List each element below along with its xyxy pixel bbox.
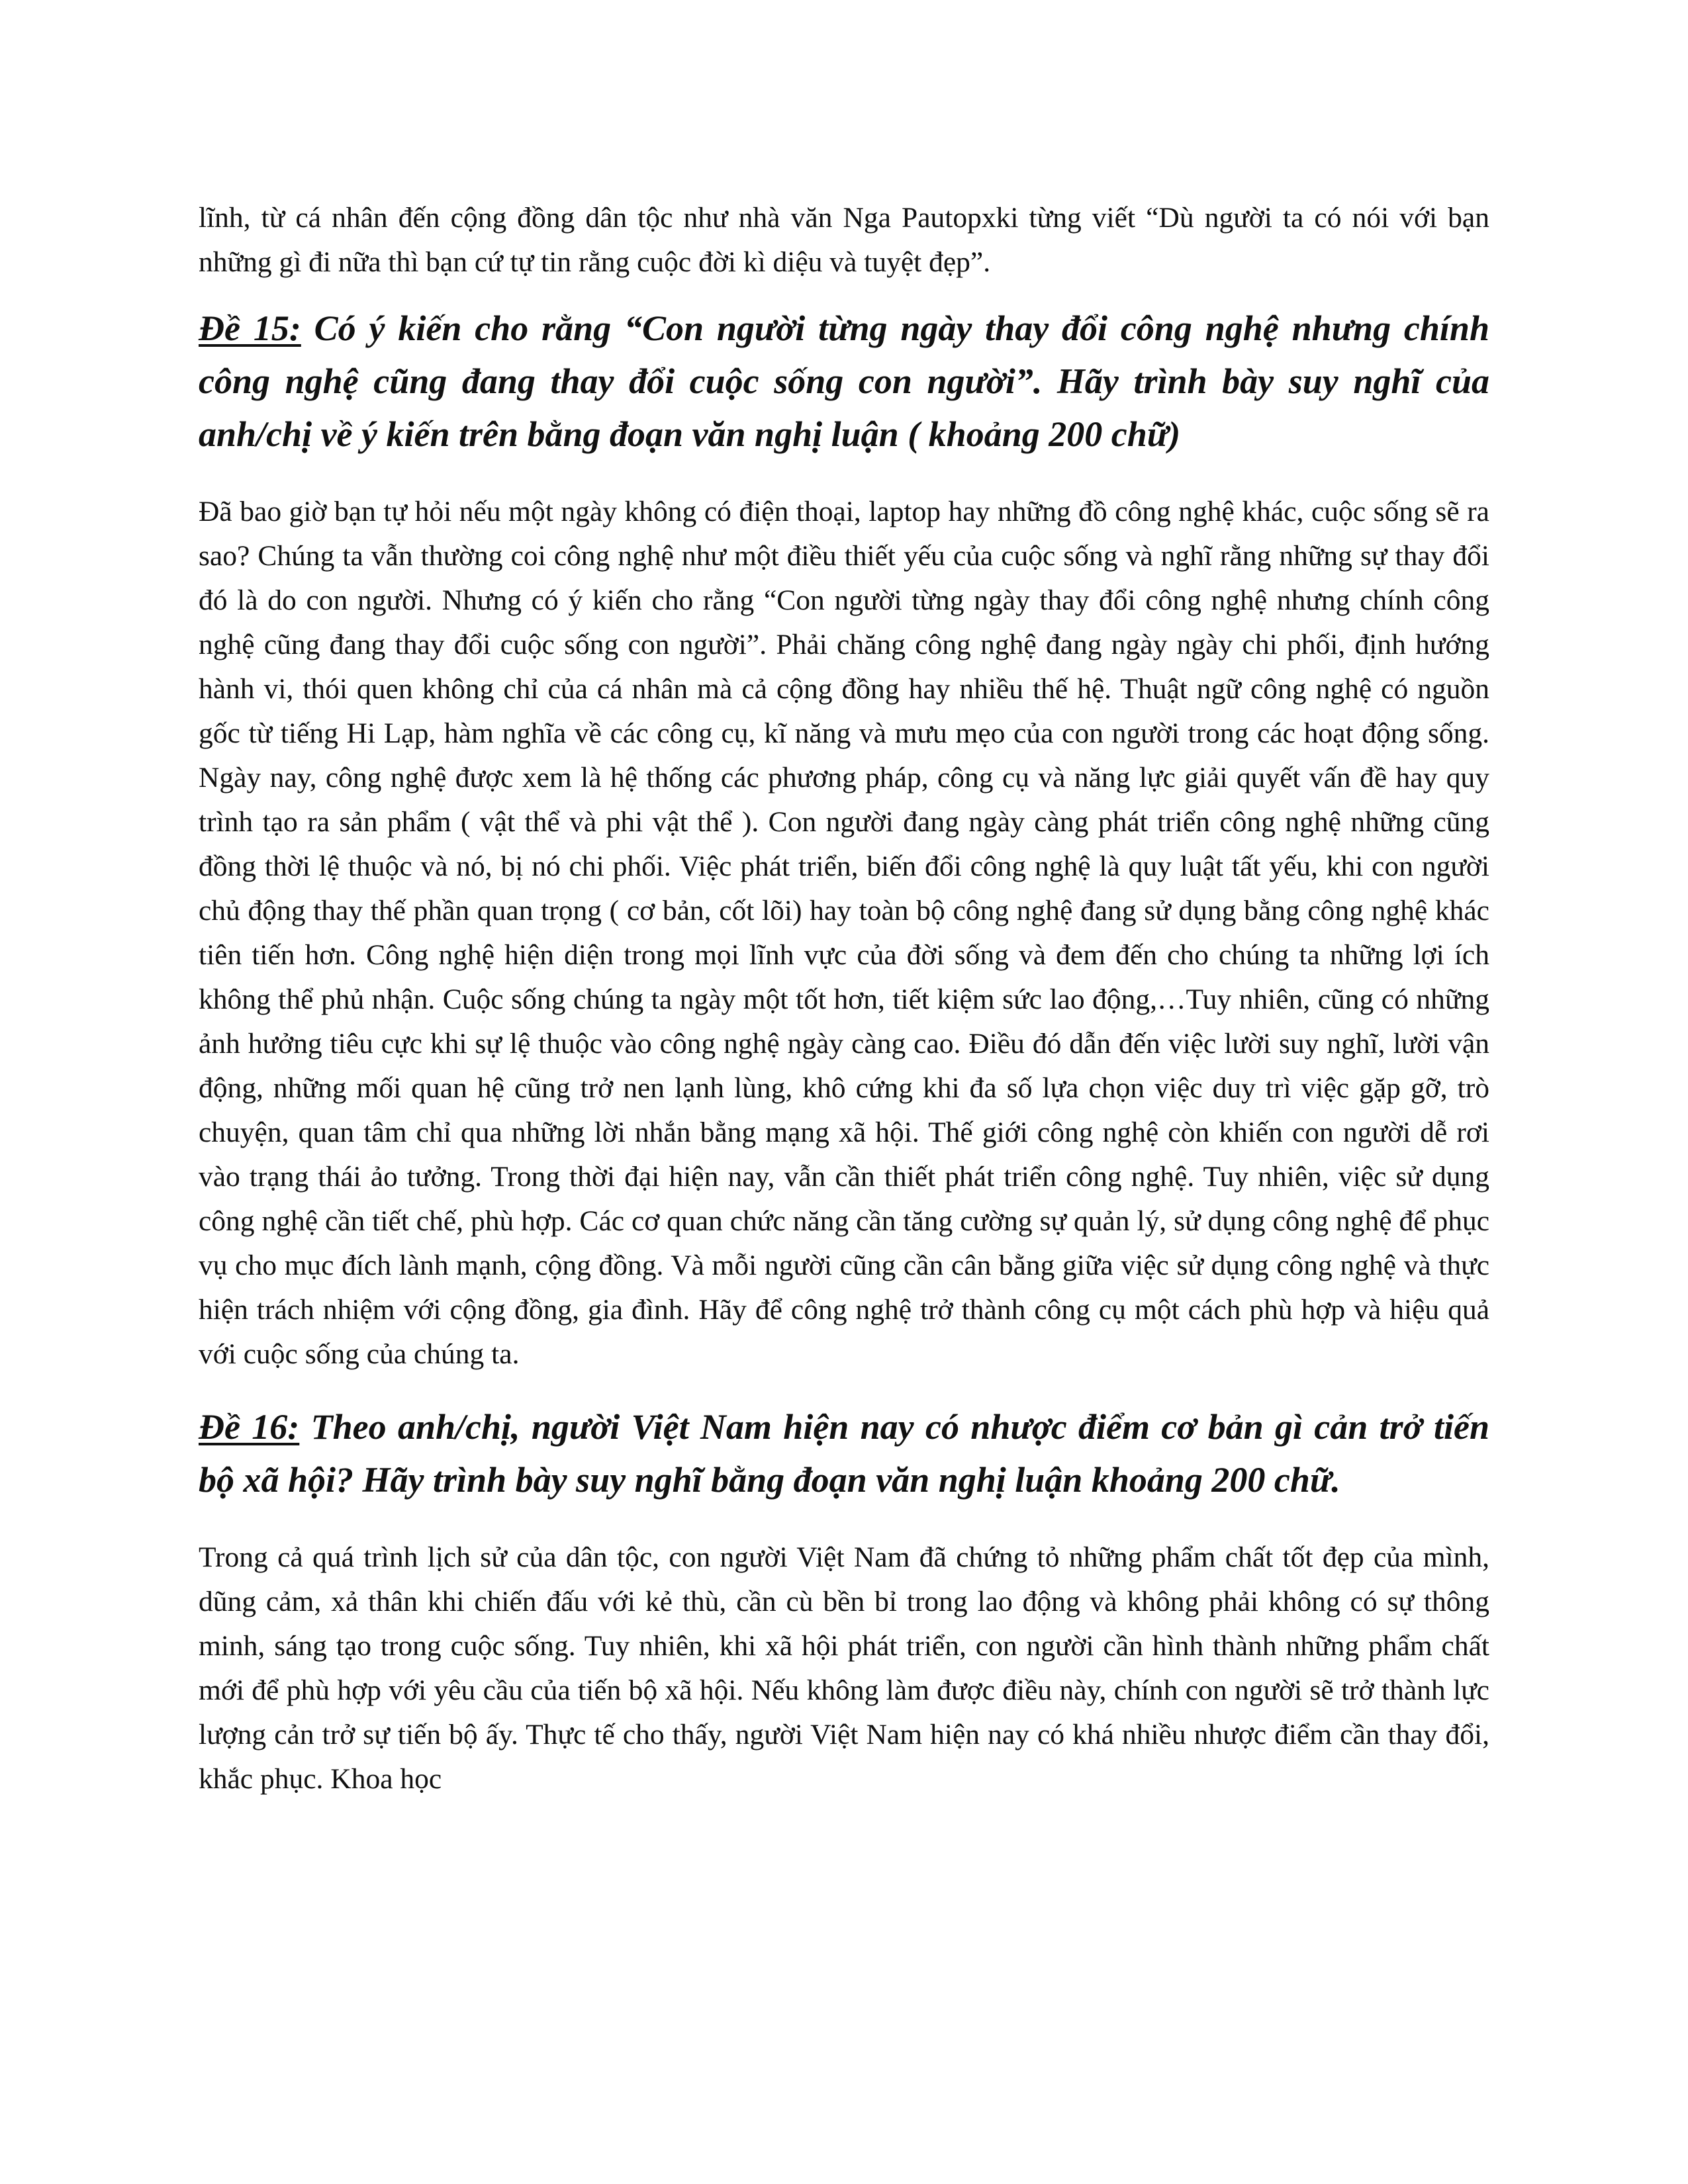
section-16-essay: Trong cả quá trình lịch sử của dân tộc, con người Việt Nam đã chứng tỏ những phẩm chất tốt đẹp của mình, dũng cảm, xả thân khi chiến đấu với kẻ thù, cần cù bền bỉ trong lao động và không phải không có sự thông minh, sáng tạo trong cuộc sống. Tuy nhiên, khi xã hội phát triển, con người cần hình thành những phẩm chất mới để phù hợp với yêu cầu của tiến bộ xã hội. Nếu không làm được điều này, chính con người sẽ trở thành lực lượng cản trở sự tiến bộ ấy. Thực tế cho thấy, người Việt Nam hiện nay có khá nhiều nhược điểm cần thay đổi, khắc phục. Khoa học <box>199 1541 1489 1795</box>
section-16-prompt: Theo anh/chị, người Việt Nam hiện nay có nhược điểm cơ bản gì cản trở tiến bộ xã hội? Hãy trình bày suy nghĩ bằng đoạn văn nghị luận khoảng 200 chữ. <box>199 1407 1489 1500</box>
section-15-prompt: Có ý kiến cho rằng “Con người từng ngày thay đổi công nghệ nhưng chính công nghệ cũng đang thay đổi cuộc sống con người”. Hãy trình bày suy nghĩ của anh/chị về ý kiến trên bằng đoạn văn nghị luận ( khoảng 200 chữ) <box>199 308 1489 454</box>
section-16-heading <box>199 1400 1489 1506</box>
intro-paragraph: lĩnh, từ cá nhân đến cộng đồng dân tộc như nhà văn Nga Pautopxki từng viết “Dù người ta có nói với bạn những gì đi nữa thì bạn cứ tự tin rằng cuộc đời kì diệu và tuyệt đẹp”. <box>199 202 1489 278</box>
section-15-heading <box>199 302 1489 461</box>
section-15-label: Đề 15: <box>199 308 301 348</box>
section-15-essay: Đã bao giờ bạn tự hỏi nếu một ngày không có điện thoại, laptop hay những đồ công nghệ khác, cuộc sống sẽ ra sao? Chúng ta vẫn thường coi công nghệ như một điều thiết yếu của cuộc sống và nghĩ rằng những sự thay đổi đó là do con người. Nhưng có ý kiến cho rằng “Con người từng ngày thay đổi công nghệ nhưng chính công nghệ cũng đang thay đổi cuộc sống con người”. Phải chăng công nghệ đang ngày ngày chi phối, định hướng hành vi, thói quen không chỉ của cá nhân mà cả cộng đồng hay nhiều thế hệ. Thuật ngữ công nghệ có nguồn gốc từ tiếng Hi Lạp, hàm nghĩa về các công cụ, kĩ năng và mưu mẹo của con người trong các hoạt động sống. Ngày nay, công nghệ được xem là hệ thống các phương pháp, công cụ và năng lực giải quyết vấn đề hay quy trình tạo ra sản phẩm ( vật thể và phi vật thể ). Con người đang ngày càng phát triển công nghệ những cũng đồng thời lệ thuộc và nó, bị nó chi phối. Việc phát triển, biến đổi công nghệ là quy luật tất yếu, khi con người chủ động thay thế phần quan trọng ( cơ bản, cốt lõi) hay toàn bộ công nghệ đang sử dụng bằng công nghệ khác tiên tiến hơn. Công nghệ hiện diện trong mọi lĩnh vực của đời sống và đem đến cho chúng ta những lợi ích không thể phủ nhận. Cuộc sống chúng ta ngày một tốt hơn, tiết kiệm sức lao động,…Tuy nhiên, cũng có những ảnh hưởng tiêu cực khi sự lệ thuộc vào công nghệ ngày càng cao. Điều đó dẫn đến việc lười suy nghĩ, lười vận động, những mối quan hệ cũng trở nen lạnh lùng, khô cứng khi đa số lựa chọn việc duy trì việc gặp gỡ, trò chuyện, quan tâm chỉ qua những lời nhắn bằng mạng xã hội. Thế giới công nghệ còn khiến con người dễ rơi vào trạng thái ảo tưởng. Trong thời đại hiện nay, vẫn cần thiết phát triển công nghệ. Tuy nhiên, việc sử dụng công nghệ cần tiết chế, phù hợp. Các cơ quan chức năng cần tăng cường sự quản lý, sử dụng công nghệ để phục vụ cho mục đích lành mạnh, cộng đồng. Và mỗi người cũng cần cân bằng giữa việc sử dụng công nghệ và thực hiện trách nhiệm với cộng đồng, gia đình. Hãy để công nghệ trở thành công cụ một cách phù hợp và hiệu quả với cuộc sống của chúng ta. <box>199 496 1489 1370</box>
document-page <box>199 196 1489 1801</box>
section-16-label: Đề 16: <box>199 1407 300 1447</box>
